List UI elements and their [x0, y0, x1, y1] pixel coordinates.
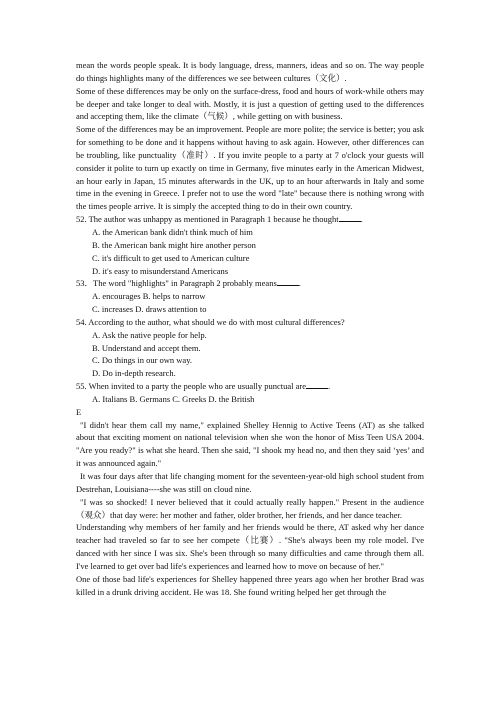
answer-blank [277, 277, 301, 289]
option-b: B. Understand and accept them. [92, 342, 201, 353]
question-stem-end: . [298, 278, 301, 289]
question-stem-text: 55. When invited to a party the people who are usually punctual are [76, 381, 306, 392]
passage-e-paragraph-3: "I was so shocked! I never believed that it could actually really happen." Present in the audience（观众）that day were: her mother and father, older brother, her friends, and her dance teacher. [76, 496, 424, 520]
section-letter: E [76, 406, 82, 417]
question-stem [76, 213, 424, 226]
question-stem [76, 277, 424, 290]
passage-d-paragraph-2: Some of these differences may be only on the surface-dress, food and hours of work-while others may be deeper and take longer to deal with. Mostly, it is just a question of getting used to the differences and accepting them, like the climate（气候）, while getting on with business. [76, 85, 424, 122]
answer-blank [339, 213, 363, 225]
question-stem-text: 53．The word "highlights" in Paragraph 2 probably means [76, 278, 277, 289]
options-a-b: A. encourages B. helps to narrow [92, 291, 206, 302]
option-b: B. the American bank might hire another person [92, 239, 256, 250]
question-stem [76, 380, 424, 393]
option-a: A. the American bank didn't think much of him [92, 226, 253, 237]
options-a-d: A. Italians B. Germans C. Greeks D. the British [92, 393, 255, 404]
question-stem-text: 52. The author was unhappy as mentioned in Paragraph 1 because he thought [76, 214, 339, 225]
question-55 [76, 380, 424, 406]
answer-blank [306, 380, 331, 392]
question-53 [76, 277, 424, 316]
passage-d-paragraph-3: Some of the differences may be an improvement. People are more polite; the service is better; you ask for something to be done and it happens without having to ask again. However, other differences can be troubling, like punctuality（准时）. If you invite people to a party at 7 o'clock your guests will consider it polite to turn up exactly on time in Germany, five minutes early in the American Midwest, an hour early in Japan, 15 minutes afterwards in the UK, up to an hour afterwards in Italy and some time in the evening in Greece. I prefer not to use the word "late" because there is nothing wrong with the times people arrive. It is simply the accepted thing to do in their own country. [76, 124, 424, 212]
question-54 [76, 316, 424, 380]
passage-d-paragraph-1: mean the words people speak. It is body language, dress, manners, ideas and so on. The way people do things highlights many of the differences we see between cultures（文化）. [76, 60, 424, 83]
option-c: C. Do things in our own way. [92, 355, 193, 366]
question-stem: 54. According to the author, what should we do with most cultural differences? [76, 316, 345, 327]
passage-e-paragraph-1: "I didn't hear them call my name," explained Shelley Hennig to Active Teens (AT) as she talked about that exciting moment on national television when she won the honor of Miss Teen USA 2004. "Are you ready?" is what she heard. Then she said, "I shook my head no, and then they said ‘yes’ and it was announced again." [76, 419, 424, 469]
question-stem-end: . [360, 214, 363, 225]
option-c: C. it's difficult to get used to American culture [92, 252, 250, 263]
passage-e-paragraph-4: Understanding why members of her family and her friends would be there, AT asked why her dance teacher had traveled so far to see her compete（比赛）. "She's always been my role model. I've danced with her since I was six. She's been through so many difficulties and came through them all. I've learned to get over bad life's experiences and learned how to move on because of her." [76, 522, 424, 571]
question-stem-end: . [327, 381, 331, 392]
passage-d [76, 59, 424, 213]
passage-e-paragraph-2: It was four days after that life changing moment for the seventeen-year-old high school student from Destrehan, Louisiana----she was still on cloud nine. [76, 471, 424, 494]
passage-e-paragraph-5: One of those bad life's experiences for Shelley happened three years ago when her brother Brad was killed in a drunk driving accident. He was 18. She found writing helped her get through the [76, 573, 424, 597]
option-d: D. Do in-depth research. [92, 368, 176, 379]
option-d: D. it's easy to misunderstand Americans [92, 265, 229, 276]
passage-e [76, 419, 424, 599]
option-a: A. Ask the native people for help. [92, 329, 207, 340]
question-52 [76, 213, 424, 277]
options-c-d: C. increases D. draws attention to [92, 304, 207, 315]
